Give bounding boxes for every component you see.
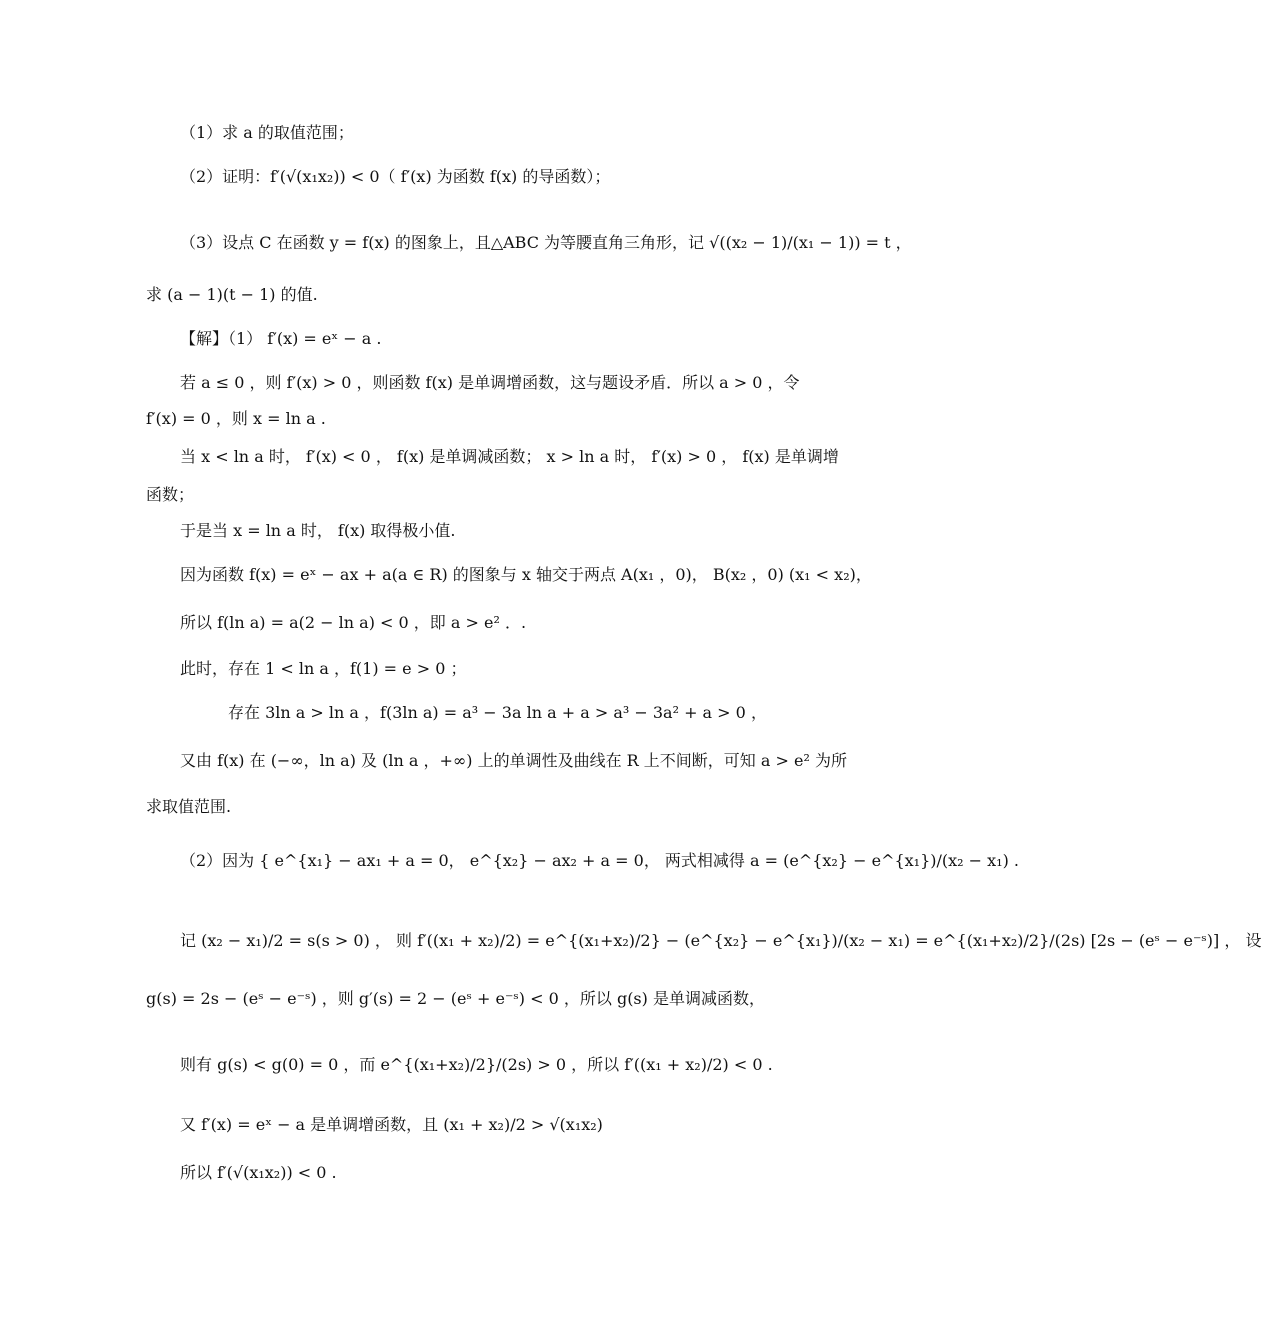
solution-line: f′(x) = 0 ，则 x = ln a . <box>146 409 326 428</box>
solution-line: g(s) = 2s − (eˢ − e⁻ˢ) ，则 g′(s) = 2 − (eˢ + e⁻ˢ) < 0 ，所以 g(s) 是单调减函数， <box>146 989 765 1008</box>
solution-line: 则有 g(s) < g(0) = 0 ，而 e^{(x₁+x₂)/2}/(2s) > 0 ，所以 f′((x₁ + x₂)/2) < 0 . <box>180 1055 773 1074</box>
solution-line: 函数； <box>146 485 195 504</box>
solution-line: 于是当 x = ln a 时， f(x) 取得极小值. <box>180 521 456 540</box>
solution-line: 又 f′(x) = eˣ − a 是单调增函数，且 (x₁ + x₂)/2 > √(x₁x₂) <box>180 1115 603 1134</box>
solution-line: 存在 3ln a > ln a ，f(3ln a) = a³ − 3a ln a + a > a³ − 3a² + a > 0 ， <box>228 703 767 722</box>
solution-line: 记 (x₂ − x₁)/2 = s(s > 0) ， 则 f′((x₁ + x₂)/2) = e^{(x₁+x₂)/2} − (e^{x₂} − e^{x₁})/(x₂ − x₁) = e^{(x₁+x₂)/2}/(2s) [2s − (eˢ − e⁻ˢ)] ， 设 <box>180 931 1261 950</box>
solution-line: 所以 f(ln a) = a(2 − ln a) < 0 ，即 a > e² ．. <box>180 613 527 632</box>
solution-line: 若 a ≤ 0 ，则 f′(x) > 0 ，则函数 f(x) 是单调增函数，这与题设矛盾．所以 a > 0 ，令 <box>180 373 800 392</box>
solution-2-header: （2）因为 { e^{x₁} − ax₁ + a = 0， e^{x₂} − ax₂ + a = 0， 两式相减得 a = (e^{x₂} − e^{x₁})/(x₂ − x₁) . <box>180 851 1020 870</box>
question-part-2: （2）证明：f′(√(x₁x₂)) < 0（ f′(x) 为函数 f(x) 的导函数）； <box>180 167 611 186</box>
solution-1-header: 【解】（1） f′(x) = eˣ − a . <box>180 329 382 348</box>
solution-line: 此时，存在 1 < ln a ，f(1) = e > 0 ； <box>180 659 467 678</box>
question-part-1: （1）求 a 的取值范围； <box>180 123 354 142</box>
question-part-3: （3）设点 C 在函数 y = f(x) 的图象上，且△ABC 为等腰直角三角形，记 √((x₂ − 1)/(x₁ − 1)) = t ， <box>180 233 912 252</box>
solution-line: 求取值范围. <box>146 797 232 816</box>
solution-line: 当 x < ln a 时， f′(x) < 0 ， f(x) 是单调减函数； x > ln a 时， f′(x) > 0 ， f(x) 是单调增 <box>180 447 839 466</box>
solution-conclusion: 所以 f′(√(x₁x₂)) < 0 . <box>180 1163 337 1182</box>
question-part-3-cont: 求 (a − 1)(t − 1) 的值. <box>146 285 318 304</box>
solution-line: 因为函数 f(x) = eˣ − ax + a(a ∈ R) 的图象与 x 轴交于两点 A(x₁ ，0)， B(x₂ ，0) (x₁ < x₂)， <box>180 565 872 584</box>
solution-line: 又由 f(x) 在 (−∞，ln a) 及 (ln a ，+∞) 上的单调性及曲线在 R 上不间断，可知 a > e² 为所 <box>180 751 847 770</box>
